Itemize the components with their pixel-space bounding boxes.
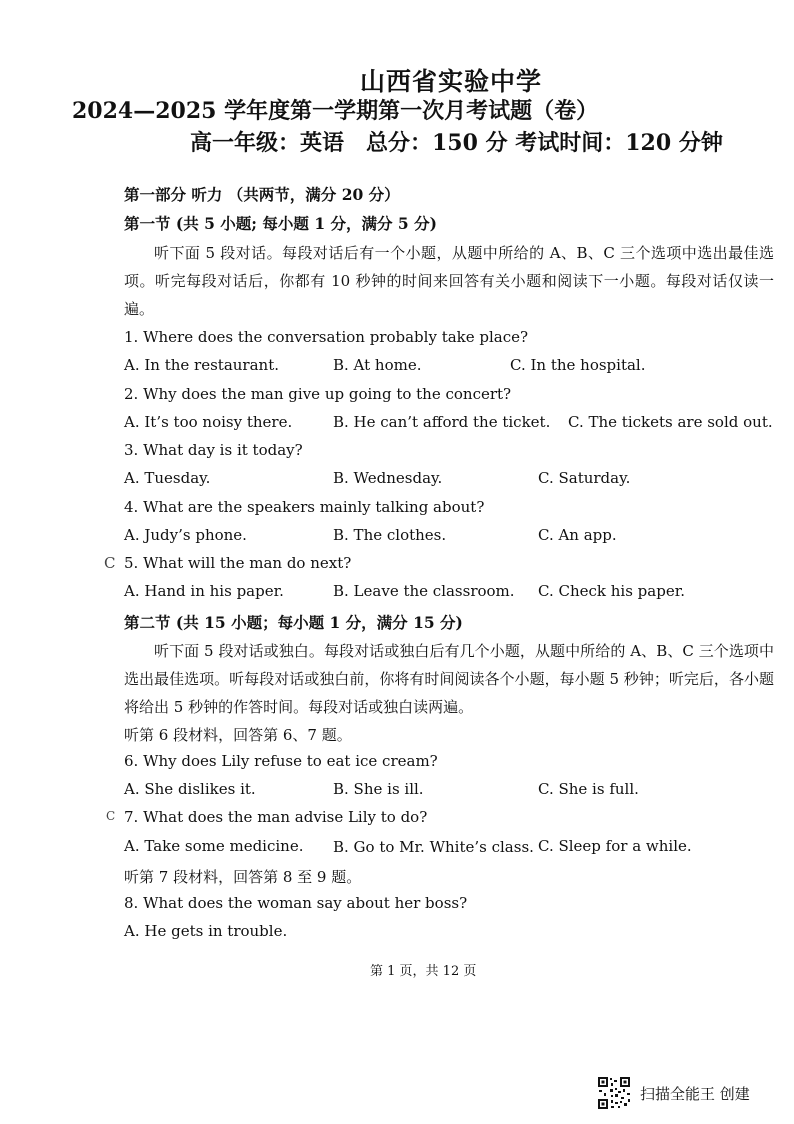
q6-option-a: A. She dislikes it. xyxy=(124,780,256,798)
section2-title: 第二节 (共 15 小题；每小题 1 分，满分 15 分) xyxy=(124,613,463,632)
section1-instructions: 听下面 5 段对话。每段对话后有一个小题，从题中所给的 A、B、C 三个选项中选出最佳选项。听完每段对话后，你都有 10 秒钟的时间来回答有关小题和阅读下一小题。每段对话仅读一遍。 xyxy=(124,244,774,318)
question-3: 3. What day is it today? xyxy=(124,441,303,459)
q8-option-a: A. He gets in trouble. xyxy=(124,922,288,940)
q7-option-b: B. Go to Mr. White’s class. xyxy=(333,838,534,856)
q7-option-a: A. Take some medicine. xyxy=(124,837,304,855)
q6-option-b: B. She is ill. xyxy=(333,780,424,798)
q2-option-b: B. He can’t afford the ticket. xyxy=(333,413,551,431)
question-2: 2. Why does the man give up going to the concert? xyxy=(124,385,512,403)
q2-option-a: A. It’s too noisy there. xyxy=(124,413,293,431)
section1-title: 第一节 (共 5 小题; 每小题 1 分，满分 5 分) xyxy=(124,214,437,233)
q1-option-c: C. In the hospital. xyxy=(510,356,646,374)
q4-option-a: A. Judy’s phone. xyxy=(124,526,247,544)
q7-option-c: C. Sleep for a while. xyxy=(538,837,692,855)
q1-option-b: B. At home. xyxy=(333,356,422,374)
question-4: 4. What are the speakers mainly talking about? xyxy=(124,498,485,516)
material-6-note: 听第 6 段材料，回答第 6、7 题。 xyxy=(124,726,352,744)
q3-option-c: C. Saturday. xyxy=(538,469,631,487)
q4-option-c: C. An app. xyxy=(538,526,617,544)
question-1: 1. Where does the conversation probably take place? xyxy=(124,328,529,346)
q2-option-c: C. The tickets are sold out. xyxy=(568,413,773,431)
qr-code-icon xyxy=(597,1076,631,1110)
margin-mark: C xyxy=(106,809,116,823)
question-8: 8. What does the woman say about her boss? xyxy=(124,894,468,912)
q5-option-b: B. Leave the classroom. xyxy=(333,582,515,600)
page-number: 第 1 页，共 12 页 xyxy=(370,964,477,979)
q6-option-c: C. She is full. xyxy=(538,780,639,798)
question-5: 5. What will the man do next? xyxy=(124,554,352,572)
q5-option-c: C. Check his paper. xyxy=(538,582,685,600)
school-name: 山西省实验中学 xyxy=(360,67,543,96)
q3-option-b: B. Wednesday. xyxy=(333,469,443,487)
q1-option-a: A. In the restaurant. xyxy=(124,356,280,374)
question-7: 7. What does the man advise Lily to do? xyxy=(124,808,428,826)
part1-title: 第一部分 听力 （共两节，满分 20 分） xyxy=(124,185,400,204)
scanner-brand: 扫描全能王 创建 xyxy=(640,1085,750,1103)
margin-mark: C xyxy=(104,554,116,572)
exam-info: 高一年级：英语 总分：150 分 考试时间：120 分钟 xyxy=(190,130,723,156)
question-6: 6. Why does Lily refuse to eat ice cream? xyxy=(124,752,438,770)
q5-option-a: A. Hand in his paper. xyxy=(124,582,284,600)
material-7-note: 听第 7 段材料，回答第 8 至 9 题。 xyxy=(124,868,362,886)
section2-instructions: 听下面 5 段对话或独白。每段对话或独白后有几个小题，从题中所给的 A、B、C 三个选项中选出最佳选项。听每段对话或独白前，你将有时间阅读各个小题，每小题 5 秒钟；听完后，各小题将给出 5 秒钟的作答时间。每段对话或独白读两遍。 xyxy=(124,642,774,716)
exam-title: 2024—2025 学年度第一学期第一次月考试题（卷） xyxy=(72,98,599,124)
q4-option-b: B. The clothes. xyxy=(333,526,447,544)
q3-option-a: A. Tuesday. xyxy=(124,469,211,487)
